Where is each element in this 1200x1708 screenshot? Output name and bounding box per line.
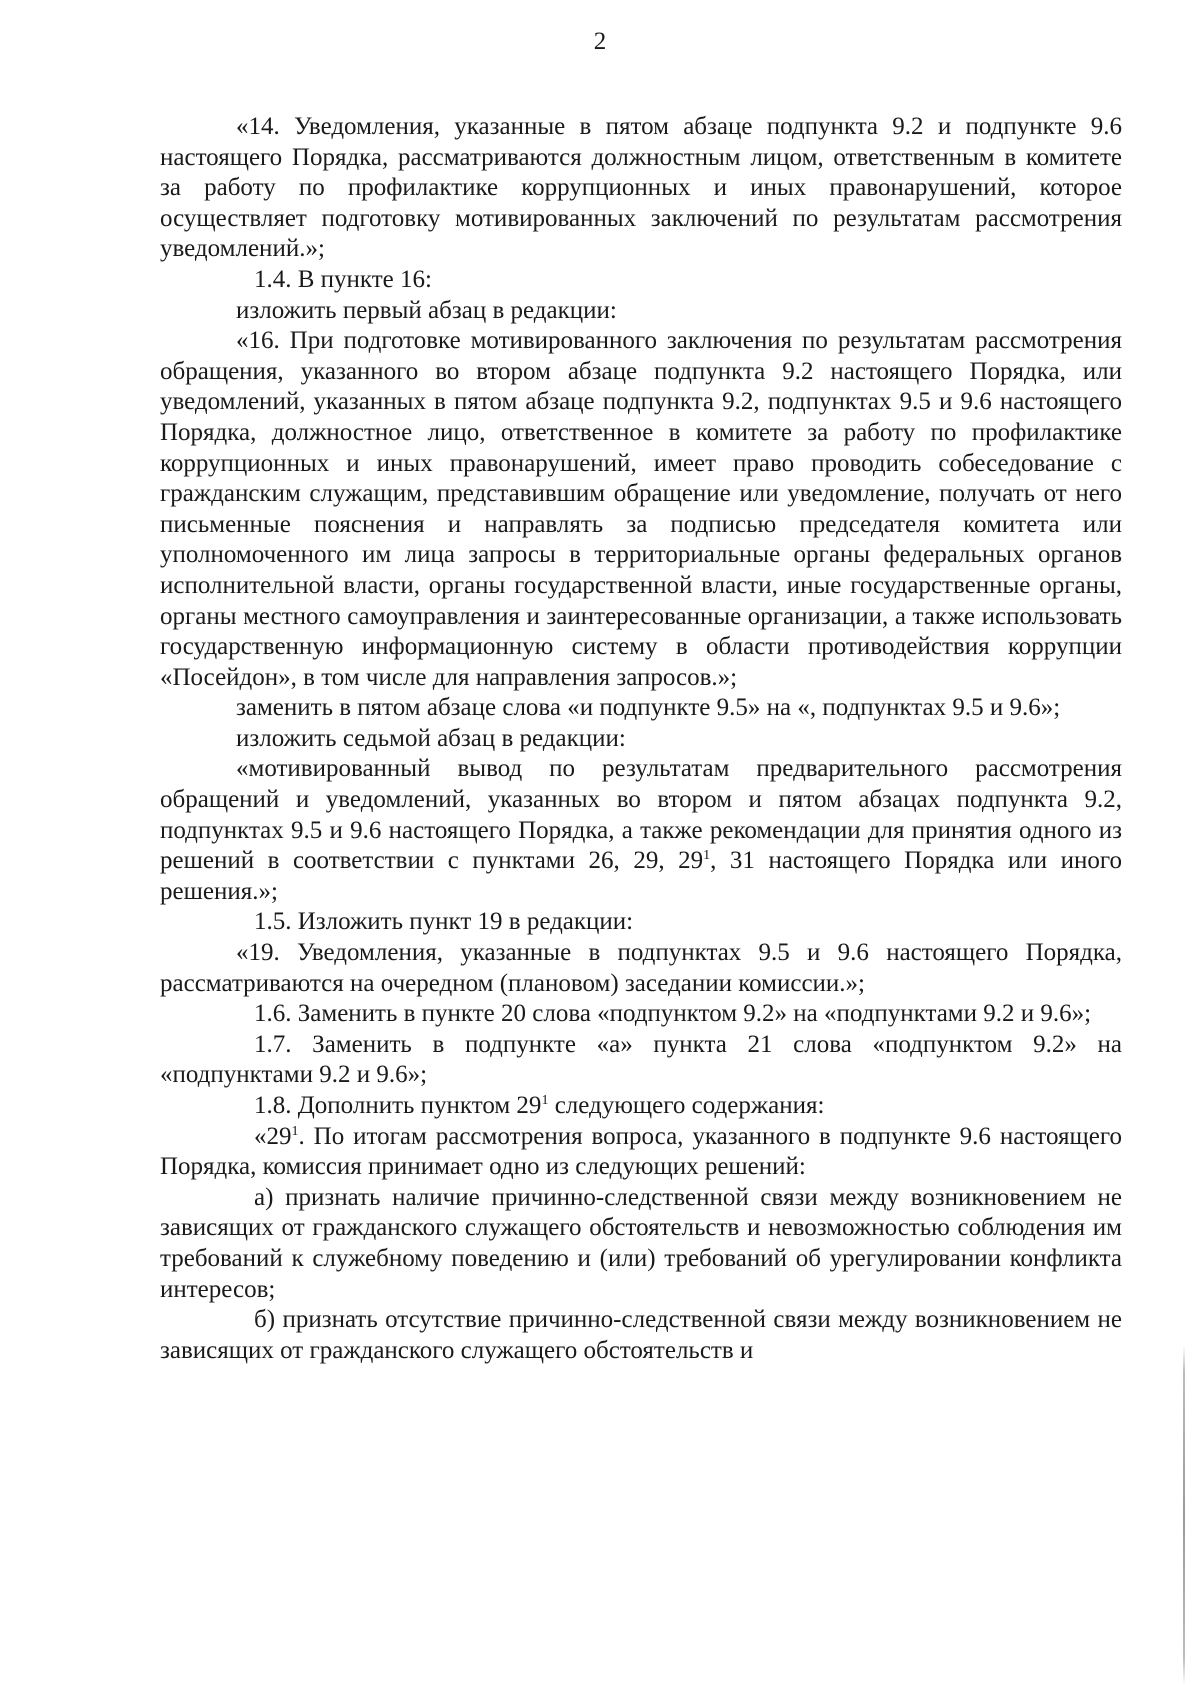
scan-edge-mark [1183,1345,1185,1685]
paragraph-text: , 31 настоящего Порядка или иного решения.»; [160,847,1122,905]
superscript: 1 [291,1123,299,1139]
paragraph-text: следующего содержания: [548,1092,825,1119]
paragraph-1-4: 1.4. В пункте 16: [254,265,432,293]
paragraph-14: «14. Уведомления, указанные в пятом абзаце подпункта 9.2 и подпункте 9.6 настоящего Порядка, рассматриваются должностным лицом, ответственным в комитете за работу по профилактике коррупционных и иных правонарушений, которое осуществляет подготовку мотивированных заключений по результатам рассмотрения уведомлений.»; [160,113,1122,263]
page-number: 2 [593,28,607,55]
paragraph-item-a: а) признать наличие причинно-следственной связи между возникновением не зависящих от гражданского служащего обстоятельств и невозможностью соблюдения им требований к служебному поведению и (или) требований об урегулировании конфликта интересов; [160,1183,1122,1303]
paragraph-item-b: б) признать отсутствие причинно-следственной связи между возникновением не зависящих от гражданского служащего обстоятельств и [160,1306,1122,1364]
paragraph-text: . По итогам рассмотрения вопроса, указанного в подпункте 9.6 настоящего Порядка, комиссия принимает одно из следующих решений: [160,1122,1122,1181]
paragraph-text: «29 [254,1122,292,1150]
paragraph-1-7: 1.7. Заменить в подпункте «а» пункта 21 слова «подпунктом 9.2» на «подпунктами 9.2 и 9.6»; [160,1030,1122,1089]
paragraph-text: 1.8. Дополнить пунктом 29 [254,1092,542,1119]
paragraph-29-1 [160,1122,1122,1183]
superscript: 1 [703,848,711,864]
paragraph-motivated-conclusion [160,754,1122,907]
paragraph-seventh-abzac: изложить седьмой абзац в редакции: [236,724,626,752]
paragraph-19: «19. Уведомления, указанные в подпунктах 9.5 и 9.6 настоящего Порядка, рассматриваются на очередном (плановом) заседании комиссии.»; [160,939,1122,997]
paragraph-replace-fifth: заменить в пятом абзаце слова «и подпункте 9.5» на «, подпунктах 9.5 и 9.6»; [236,694,1061,722]
paragraph-text: «мотивированный вывод по результатам предварительного рассмотрения обращений и уведомлений, указанных во втором и пятом абзацах подпункта 9.2, подпунктах 9.5 и 9.6 настоящего Порядка, а также рекомендации для принятия одного из решений в соответствии с пунктами 26, 29, 29 [160,755,1122,875]
paragraph-16: «16. При подготовке мотивированного заключения по результатам рассмотрения обращения, указанного во втором абзаце подпункта 9.2 настоящего Порядка, или уведомлений, указанных в пятом абзаце подпункта 9.2, подпунктах 9.5 и 9.6 настоящего Порядка, должностное лицо, ответственное в комитете за работу по профилактике коррупционных и иных правонарушений, имеет право проводить собеседование с гражданским служащим, представившим обращение или уведомление, получать от него письменные пояснения и направлять за подписью председателя комитета или уполномоченного им лица запросы в территориальные органы федеральных органов исполнительной власти, органы государственной власти, иные государственные органы, органы местного самоуправления и заинтересованные организации, а также использовать государственную информационную систему в области противодействия коррупции «Посейдон», в том числе для направления запросов.»; [160,327,1122,691]
paragraph-first-abzac: изложить первый абзац в редакции: [236,296,617,324]
paragraph-1-5: 1.5. Изложить пункт 19 в редакции: [254,908,634,936]
superscript: 1 [541,1093,549,1108]
paragraph-1-6: 1.6. Заменить в пункте 20 слова «подпунктом 9.2» на «подпунктами 9.2 и 9.6»; [254,1000,1092,1028]
document-body [160,112,1122,1366]
paragraph-1-8 [160,1091,1122,1122]
